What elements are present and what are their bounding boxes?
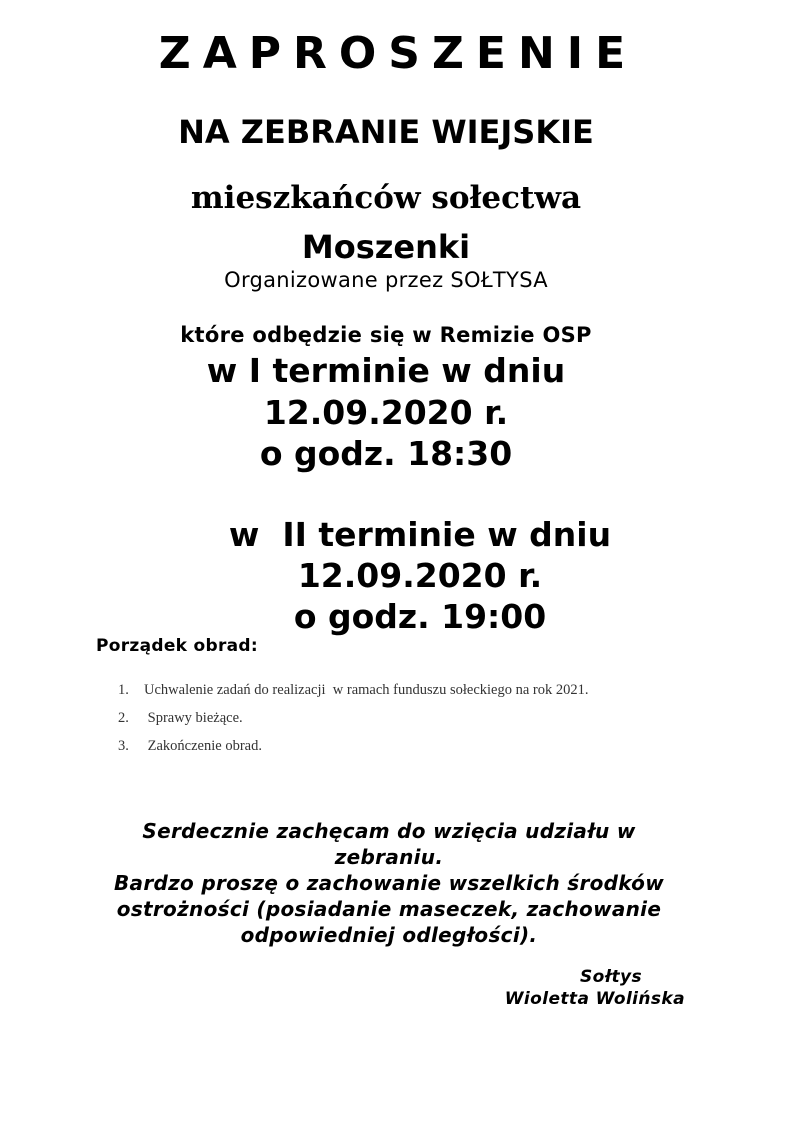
closing-line: ostrożności (posiadanie maseczek, zachowanie <box>116 897 662 921</box>
agenda-item-number: 2. <box>118 710 129 726</box>
meeting-place: które odbędzie się w Remizie OSP <box>180 323 592 347</box>
agenda-item <box>118 736 589 764</box>
agenda-item <box>118 708 589 736</box>
second-term-date: 12.09.2020 r. <box>297 556 543 595</box>
agenda-item-number: 3. <box>118 738 129 754</box>
signature-role: Sołtys <box>579 967 642 987</box>
closing-line: zebraniu. <box>334 845 444 869</box>
signature-block <box>505 966 685 1010</box>
first-term-time: o godz. 18:30 <box>259 434 513 473</box>
agenda-item-text: Uchwalenie zadań do realizacji w ramach funduszu sołeckiego na rok 2021. <box>144 682 589 698</box>
closing-line: odpowiedniej odległości). <box>240 923 538 947</box>
first-term-date: 12.09.2020 r. <box>263 393 509 432</box>
village-name: Moszenki <box>301 228 471 266</box>
document-title: ZAPROSZENIE <box>158 28 638 79</box>
residents-line: mieszkańców sołectwa <box>190 180 582 216</box>
closing-line: Serdecznie zachęcam do wzięcia udziału w <box>142 819 636 843</box>
agenda-list <box>118 680 589 764</box>
second-term-time: o godz. 19:00 <box>293 597 547 636</box>
agenda-item-text: Sprawy bieżące. <box>144 710 243 726</box>
first-term-heading: w I terminie w dniu <box>206 351 566 390</box>
agenda-item-number: 1. <box>118 682 129 698</box>
organizer-line: Organizowane przez SOŁTYSA <box>224 268 548 292</box>
agenda-item <box>118 680 589 708</box>
closing-message <box>0 818 778 948</box>
closing-line: Bardzo proszę o zachowanie wszelkich środków <box>113 871 664 895</box>
signature-name: Wioletta Wolińska <box>504 989 685 1009</box>
second-term-heading: w II terminie w dniu <box>228 515 612 554</box>
agenda-item-text: Zakończenie obrad. <box>144 738 262 754</box>
document-subtitle: NA ZEBRANIE WIEJSKIE <box>178 113 594 151</box>
agenda-heading: Porządek obrad: <box>96 636 258 656</box>
